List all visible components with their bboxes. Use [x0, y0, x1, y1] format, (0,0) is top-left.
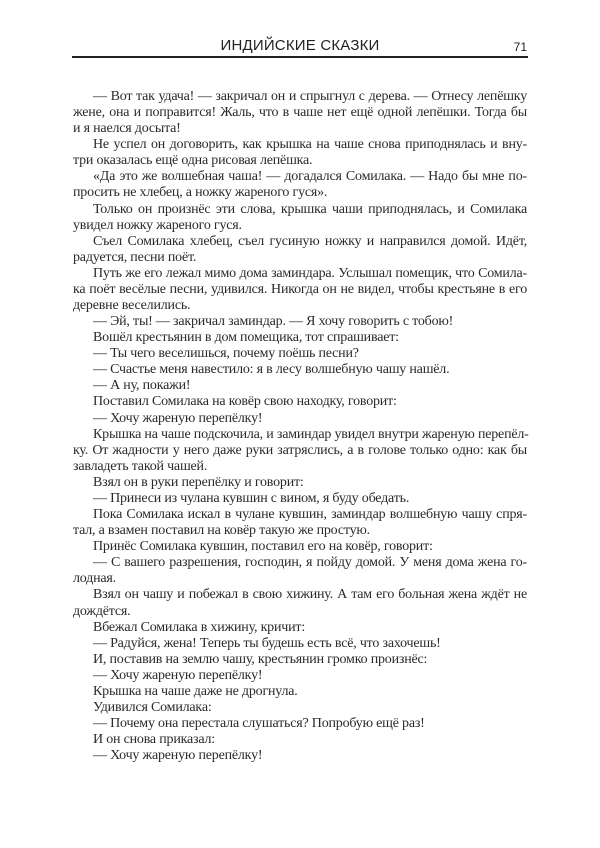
text-line: — Радуйся, жена! Теперь ты будешь есть всё, что захочешь!	[93, 635, 441, 651]
header-rule	[72, 56, 528, 58]
text-line: — Счастье меня навестило: я в лесу волшебную чашу нашёл.	[93, 362, 450, 378]
text-line: тал, а взамен поставил на ковёр такую же простую.	[73, 523, 370, 539]
text-line: — Хочу жареную перепёлку!	[93, 667, 263, 683]
text-line: — Почему она перестала слушаться? Попробую ещё раз!	[93, 716, 425, 732]
text-line: Удивился Сомилака:	[93, 699, 212, 715]
text-line: Поставил Сомилака на ковёр свою находку, говорит:	[93, 394, 397, 410]
text-line: Взял он в руки перепёлку и говорит:	[93, 474, 304, 490]
text-line: Вбежал Сомилака в хижину, кричит:	[93, 619, 306, 635]
page-body-text	[73, 89, 527, 764]
text-line: Принёс Сомилака кувшин, поставил его на ковёр, говорит:	[93, 539, 433, 555]
text-line: И он снова приказал:	[93, 732, 215, 748]
text-line: ка поёт весёлые песни, удивился. Никогда он не видел, чтобы крестьяне в его	[73, 281, 527, 297]
text-line: Крышка на чаше даже не дрогнула.	[93, 683, 298, 699]
text-line: «Да это же волшебная чаша! — догадался Сомилака. — Надо бы мне по-	[93, 169, 527, 185]
text-line: Взял он чашу и побежал в свою хижину. А там его больная жена ждёт не	[93, 587, 527, 603]
text-line: деревне веселились.	[73, 298, 191, 314]
text-line: — Хочу жареную перепёлку!	[93, 410, 263, 426]
text-line: три оказалась ещё одна рисовая лепёшка.	[73, 153, 313, 169]
text-line: И, поставив на землю чашу, крестьянин громко произнёс:	[93, 651, 428, 667]
text-line: — А ну, покажи!	[93, 378, 191, 394]
text-line: Крышка на чаше подскочила, и заминдар увидел внутри жареную перепёл-	[93, 426, 529, 442]
text-line: — Эй, ты! — закричал заминдар. — Я хочу говорить с тобою!	[93, 314, 454, 330]
text-line: и я наелся досыта!	[73, 121, 181, 137]
text-line: Только он произнёс эти слова, крышка чаши приподнялась, и Сомилака	[93, 201, 527, 217]
text-line: Путь же его лежал мимо дома заминдара. Услышал помещик, что Сомила-	[93, 265, 527, 281]
text-line: ку. От жадности у него даже руки затряслись, а в голове только одно: как бы	[73, 442, 527, 458]
text-line: Съел Сомилака хлебец, съел гусиную ножку и направился домой. Идёт,	[93, 233, 527, 249]
text-line: завладеть такой чашей.	[73, 458, 208, 474]
text-line: — Ты чего веселишься, почему поёшь песни?	[93, 346, 359, 362]
text-line: — С вашего разрешения, господин, я пойду домой. У меня дома жена го-	[93, 555, 527, 571]
text-line: лодная.	[73, 571, 116, 587]
text-line: дождётся.	[73, 603, 131, 619]
text-line: увидел ножку жареного гуся.	[73, 217, 242, 233]
text-line: — Хочу жареную перепёлку!	[93, 748, 263, 764]
text-line: — Вот так удача! — закричал он и спрыгнул с дерева. — Отнесу лепёшку	[93, 89, 527, 104]
text-line: Пока Сомилака искал в чулане кувшин, заминдар волшебную чашу спря-	[93, 507, 527, 523]
running-header-title: ИНДИЙСКИЕ СКАЗКИ	[220, 37, 380, 54]
text-line: просить не хлебец, а ножку жареного гуся».	[73, 185, 328, 201]
text-line: Вошёл крестьянин в дом помещика, тот спрашивает:	[93, 330, 399, 346]
text-line: жене, она и поправится! Жаль, что в чаше нет ещё одной лепёшки. Тогда бы	[73, 105, 527, 121]
text-line: радуется, песни поёт.	[73, 249, 197, 265]
page-number: 71	[513, 40, 527, 54]
text-line: Не успел он договорить, как крышка на чаше снова приподнялась и вну-	[93, 137, 527, 153]
text-line: — Принеси из чулана кувшин с вином, я буду обедать.	[93, 490, 410, 506]
